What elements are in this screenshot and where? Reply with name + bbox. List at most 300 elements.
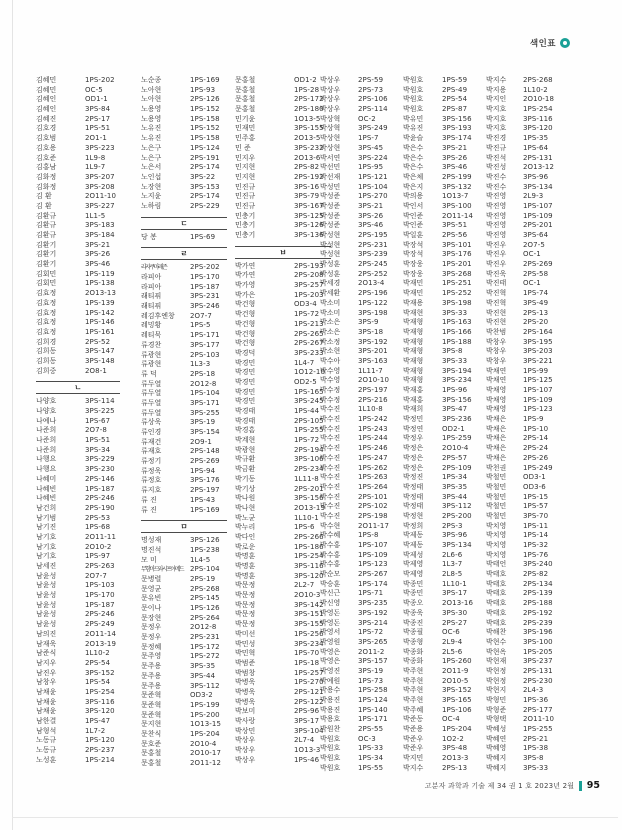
index-entry: [320, 619, 396, 629]
abstract-code: 3PS-198: [358, 308, 388, 317]
index-entry: [486, 124, 562, 134]
author-name: 박미선: [235, 629, 256, 638]
index-entry: [36, 76, 120, 86]
abstract-code: 1PS-246: [358, 444, 388, 453]
index-entry: [486, 444, 562, 454]
index-entry: [403, 376, 480, 386]
abstract-code: 1L7-2: [85, 726, 106, 735]
index-entry: [486, 405, 562, 415]
author-name: 남창우: [36, 678, 57, 687]
abstract-code: OD2-5: [294, 377, 317, 386]
index-entry: [486, 434, 562, 444]
author-name: 박진수: [486, 172, 507, 181]
index-entry: [235, 271, 331, 281]
abstract-code: 3PS-167: [294, 201, 324, 210]
author-name: 박정은: [403, 453, 424, 462]
abstract-code: 1PS-36: [523, 696, 549, 704]
index-entry: [403, 299, 480, 309]
index-entry: [320, 512, 396, 522]
index-entry: [320, 657, 396, 667]
abstract-code: 1L3-3: [190, 360, 211, 369]
author-name: 박주혜: [403, 705, 424, 714]
abstract-code: 1PS-263: [358, 473, 388, 482]
abstract-code: 2L5-6: [442, 647, 463, 656]
author-name: 박정진: [403, 473, 424, 482]
author-name: 박장웅: [403, 269, 424, 278]
abstract-code: 3PS-194: [442, 366, 472, 375]
author-name: 박정희: [403, 521, 424, 530]
author-name: 박성현: [320, 231, 341, 239]
abstract-code: 1PS-214: [85, 755, 115, 764]
abstract-code: 2PS-103: [190, 350, 220, 359]
index-entry: [141, 672, 227, 682]
author-name: 라피아: [141, 273, 162, 281]
index-entry: [141, 263, 227, 273]
author-name: 박보미: [235, 707, 256, 716]
index-entry: [320, 299, 396, 309]
author-name: 노순종: [141, 76, 162, 84]
author-name: 박장웅: [403, 260, 424, 269]
abstract-code: 1PS-46: [294, 755, 320, 764]
section-divider: [141, 217, 227, 230]
author-name: 김 환: [36, 192, 52, 201]
index-entry: [486, 483, 562, 493]
author-name: 박계현: [235, 436, 256, 445]
abstract-code: 1PS-109: [523, 395, 553, 404]
index-entry: [141, 662, 227, 672]
abstract-code: 2PS-3: [442, 521, 463, 530]
author-name: 박윤슬: [403, 134, 424, 143]
index-entry: [235, 124, 331, 134]
index-entry: [36, 514, 120, 524]
author-name: 박상민: [235, 726, 256, 735]
abstract-code: 2PS-249: [85, 620, 115, 629]
author-name: 박수영: [320, 366, 341, 375]
author-name: 박명훈: [235, 552, 256, 561]
index-entry: [403, 347, 480, 357]
index-entry: [320, 725, 396, 735]
author-name: 박범준: [235, 658, 256, 667]
abstract-code: 2L2-7: [294, 581, 315, 590]
index-column: [486, 76, 562, 774]
index-entry: [36, 630, 120, 640]
index-entry: [403, 628, 480, 638]
author-name: 남한결: [36, 717, 57, 725]
abstract-code: 1PS-257: [294, 668, 324, 677]
index-entry: [403, 541, 480, 551]
author-name: 박지인: [486, 95, 507, 104]
author-name: 명진석: [141, 545, 162, 554]
abstract-code: 2O13-19: [85, 639, 117, 648]
abstract-code: 2PS-246: [85, 494, 115, 503]
abstract-code: 2L4-3: [523, 686, 544, 695]
author-name: 문준혁: [141, 691, 162, 700]
index-entry: [486, 95, 562, 105]
abstract-code: 3PS-33: [442, 356, 468, 365]
abstract-code: 1PS-95: [358, 163, 384, 172]
index-entry: [235, 262, 331, 272]
section-divider: [141, 520, 227, 533]
abstract-code: 1PS-122: [358, 298, 388, 307]
abstract-code: 2PS-180: [294, 105, 324, 114]
author-name: 남기호: [36, 552, 57, 561]
index-entry: [36, 756, 120, 766]
author-name: 박승훈: [320, 579, 341, 588]
author-name: 박진혁: [486, 298, 507, 307]
author-name: 박다인: [235, 532, 256, 541]
abstract-code: 2O13-12: [523, 163, 555, 172]
abstract-code: 2O7-8: [85, 426, 107, 435]
index-entry: [403, 318, 480, 328]
author-name: 박순모: [320, 570, 341, 579]
index-entry: [36, 270, 120, 280]
index-entry: [235, 95, 331, 105]
author-name: 김혜민: [36, 85, 57, 94]
abstract-code: OD3-2: [190, 691, 213, 700]
journal-title: 고분자 과학과 기술 제 34 권 1 호 2023년 2월: [424, 781, 575, 790]
author-name: 박병욱: [235, 678, 256, 687]
author-name: 문주용: [141, 681, 162, 690]
index-entry: [141, 575, 227, 585]
author-name: 박경덕: [235, 348, 256, 357]
abstract-code: 3PS-134: [523, 182, 553, 191]
section-letter: ㄷ: [141, 218, 227, 230]
abstract-code: 2O11-2: [358, 647, 385, 656]
abstract-code: 1PS-8: [358, 531, 379, 540]
index-entry: [235, 86, 331, 96]
abstract-code: 3PS-33: [442, 308, 468, 317]
abstract-code: 1PS-107: [358, 541, 388, 549]
index-entry: [36, 601, 120, 611]
index-entry: [403, 599, 480, 609]
index-entry: [486, 202, 562, 212]
author-name: 박혜영: [486, 744, 507, 753]
author-name: 민지현: [235, 163, 256, 172]
author-name: 박태호: [486, 579, 507, 588]
index-column: [235, 76, 331, 765]
abstract-code: 2PS-58: [523, 269, 549, 278]
index-entry: [486, 76, 562, 86]
abstract-code: 3PS-174: [442, 134, 472, 143]
author-name: 박가은: [235, 290, 256, 299]
index-entry: [403, 522, 480, 532]
index-entry: [235, 736, 331, 746]
abstract-code: 3PS-120: [85, 707, 115, 716]
index-entry: [141, 720, 227, 730]
author-name: 남기범: [36, 513, 57, 522]
author-name: 김효정: [36, 298, 57, 307]
abstract-code: 1PS-99: [523, 366, 549, 375]
author-name: 노아현: [141, 95, 162, 104]
index-column: [141, 76, 227, 769]
abstract-code: 3PS-192: [358, 608, 388, 617]
index-entry: [235, 494, 331, 504]
abstract-code: 3PS-84: [85, 105, 111, 114]
author-name: 노용영: [141, 105, 162, 114]
author-name: 박진영: [486, 211, 507, 220]
abstract-code: 3PS-176: [190, 476, 220, 485]
author-name: 문유빈: [141, 594, 162, 603]
abstract-code: 2O10-4: [442, 444, 469, 453]
abstract-code: OC-3: [358, 734, 376, 743]
author-name: 박수영: [320, 376, 341, 385]
index-entry: [403, 202, 480, 212]
author-name: 박영진: [320, 666, 341, 675]
author-name: 박태호: [486, 608, 507, 617]
abstract-code: 1L10-2: [523, 85, 548, 94]
abstract-code: 3PS-21: [85, 240, 111, 249]
abstract-code: 1PS-205: [523, 647, 553, 656]
author-name: 박수진: [320, 424, 341, 433]
index-entry: [403, 309, 480, 319]
author-name: 민기윤: [235, 114, 256, 123]
author-name: 류 진: [141, 495, 157, 504]
author-name: 김희동: [36, 347, 57, 356]
index-entry: [320, 638, 396, 648]
author-name: 박수진: [320, 444, 341, 453]
author-name: 박건형: [235, 300, 256, 309]
abstract-code: 1PS-170: [190, 273, 220, 281]
abstract-code: 1L10-2: [85, 649, 110, 658]
author-name: 박명훈: [235, 562, 256, 570]
author-name: 박수진: [320, 415, 341, 424]
abstract-code: 2O13-19: [294, 503, 326, 512]
author-name: 박원호: [320, 734, 341, 743]
author-name: 문준혁: [141, 700, 162, 709]
abstract-code: 1O2-2: [442, 734, 464, 743]
abstract-code: 1O13-7: [442, 192, 469, 201]
author-name: 박주현: [403, 696, 424, 704]
abstract-code: 1PS-187: [85, 484, 115, 493]
index-entry: [235, 640, 331, 650]
author-name: 문이나: [141, 604, 162, 612]
index-entry: [235, 756, 331, 766]
author-name: 박영돈: [320, 618, 341, 627]
index-entry: [320, 434, 396, 444]
index-entry: [403, 396, 480, 406]
abstract-code: 2PS-148: [190, 447, 220, 456]
abstract-code: 3PS-224: [358, 153, 388, 162]
author-name: 박수정: [320, 395, 341, 404]
index-entry: [235, 349, 331, 359]
index-entry: [486, 744, 562, 754]
abstract-code: 2PS-122: [294, 697, 324, 706]
index-entry: [36, 736, 120, 746]
index-entry: [36, 347, 120, 357]
author-name: 당 봉: [141, 232, 157, 241]
index-entry: [235, 173, 331, 183]
index-entry: [486, 560, 562, 570]
author-name: 레티묵: [141, 331, 162, 340]
index-entry: [235, 330, 331, 340]
index-entry: [320, 677, 396, 687]
index-entry: [235, 572, 331, 582]
index-entry: [486, 551, 562, 561]
author-name: 김환기: [36, 240, 57, 249]
abstract-code: 3PS-46: [358, 221, 384, 230]
author-name: 박일훈: [403, 231, 424, 239]
author-name: 김환기: [36, 250, 57, 259]
index-entry: [141, 682, 227, 692]
author-name: 김호경: [36, 124, 57, 133]
abstract-code: 2PS-268: [523, 76, 553, 84]
author-name: 민재민: [235, 124, 256, 133]
abstract-code: 2PS-252: [358, 269, 388, 278]
index-entry: [320, 328, 396, 338]
author-name: 박성준: [320, 192, 341, 201]
abstract-code: 1PS-264: [358, 482, 388, 491]
author-name: 박재형: [403, 327, 424, 336]
author-name: 박채연: [486, 376, 507, 385]
index-entry: [320, 715, 396, 725]
author-name: 민진규: [235, 182, 256, 191]
author-name: 박수진: [320, 405, 341, 414]
author-name: 박지용: [486, 85, 507, 94]
index-entry: [36, 367, 120, 377]
author-name: 남지우: [36, 658, 57, 667]
index-entry: [320, 531, 396, 541]
index-entry: [403, 725, 480, 735]
abstract-code: 1PS-171: [358, 715, 388, 724]
author-name: 나준희: [36, 436, 57, 445]
abstract-code: 2PS-195: [358, 231, 388, 239]
index-entry: [36, 407, 120, 417]
author-name: 노유진: [141, 134, 162, 143]
abstract-code: 1PS-187: [190, 282, 220, 291]
abstract-code: 3PS-17: [442, 589, 468, 598]
index-entry: [141, 95, 227, 105]
abstract-code: 1PS-258: [358, 686, 388, 695]
author-name: 박재현: [403, 308, 424, 317]
abstract-code: 1PS-171: [190, 331, 220, 340]
index-entry: [235, 465, 331, 475]
author-name: 박혜지: [486, 763, 507, 772]
abstract-code: 3PS-134: [442, 541, 472, 549]
index-entry: [320, 86, 396, 96]
abstract-code: 2L7-4: [294, 736, 315, 745]
abstract-code: 2PS-197: [358, 386, 388, 394]
author-name: 박철민: [486, 473, 507, 482]
author-name: 류재호: [141, 447, 162, 456]
index-entry: [235, 688, 331, 698]
author-name: 나행요: [36, 465, 57, 474]
index-entry: [403, 270, 480, 280]
author-name: 박은수: [403, 153, 424, 162]
author-name: 박선민: [320, 163, 341, 172]
abstract-code: 3PS-79: [294, 192, 320, 201]
index-entry: [403, 502, 480, 512]
abstract-code: 3PS-198: [442, 298, 472, 307]
index-entry: [141, 594, 227, 604]
index-entry: [36, 173, 120, 183]
abstract-code: 3PS-225: [85, 407, 115, 415]
abstract-code: 1PS-72: [358, 628, 384, 637]
author-name: 박제동: [403, 531, 424, 540]
abstract-code: 3PS-46: [442, 163, 468, 172]
abstract-code: 1L11-8: [294, 474, 319, 483]
index-entry: [403, 589, 480, 599]
section-letter: ㅂ: [235, 247, 331, 259]
author-name: 박준동: [403, 715, 424, 724]
author-name: 박상혁: [320, 124, 341, 133]
author-name: 박소현: [320, 347, 341, 356]
index-entry: [36, 86, 120, 96]
author-name: 박진성: [486, 163, 507, 172]
abstract-code: 1PS-64: [523, 143, 549, 152]
index-entry: [141, 331, 227, 341]
author-name: 박상우: [235, 746, 256, 755]
section-letter: ㅁ: [141, 521, 227, 533]
abstract-code: 2PS-174: [190, 192, 220, 201]
author-name: 박세경: [320, 279, 341, 288]
author-name: 박태호: [486, 599, 507, 608]
abstract-code: 3PS-47: [442, 405, 468, 414]
author-name: 박경민: [235, 387, 256, 396]
index-entry: [403, 744, 480, 754]
index-entry: [235, 144, 331, 154]
author-name: 박종민: [403, 589, 424, 598]
abstract-code: 1PS-152: [190, 105, 220, 114]
abstract-code: 1PS-121: [358, 172, 388, 181]
author-name: 문호준: [141, 739, 162, 748]
abstract-code: 2PS-145: [190, 594, 220, 603]
abstract-code: 1PS-255: [294, 426, 324, 435]
index-entry: [486, 154, 562, 164]
author-name: 박재형: [403, 366, 424, 375]
index-entry: [141, 76, 227, 86]
author-name: 김환규: [36, 211, 57, 220]
author-name: 류두열: [141, 408, 162, 417]
author-name: 박채영: [486, 405, 507, 414]
author-name: 박건형: [235, 310, 256, 319]
abstract-code: 3PS-231: [190, 292, 220, 301]
abstract-code: 3PS-184: [85, 231, 115, 239]
author-name: 박진우: [486, 240, 507, 249]
author-name: 노용영: [141, 114, 162, 123]
author-name: 남윤성: [36, 571, 57, 580]
abstract-code: 3PS-176: [442, 250, 472, 259]
author-name: 무함마드와시프아메드: [141, 566, 183, 574]
abstract-code: 3PS-70: [523, 511, 549, 520]
abstract-code: 2PS-52: [85, 337, 111, 346]
abstract-code: 2PS-197: [190, 486, 220, 495]
author-name: 김희경: [36, 337, 57, 346]
author-name: 문영균: [141, 584, 162, 593]
author-name: 박종욱: [403, 608, 424, 617]
author-name: 박소은: [320, 327, 341, 336]
index-entry: [36, 241, 120, 251]
author-name: 박수홍: [320, 550, 341, 559]
author-name: 남윤성: [36, 581, 57, 590]
abstract-code: 3PS-207: [85, 172, 115, 181]
abstract-code: 1PS-256: [294, 629, 324, 638]
author-name: 박찬범: [486, 327, 507, 336]
author-name: 박경흠: [235, 426, 256, 435]
index-entry: [403, 434, 480, 444]
author-name: 박현정: [486, 666, 507, 675]
author-name: 박경태: [235, 416, 256, 425]
index-entry: [320, 648, 396, 658]
index-entry: [36, 727, 120, 737]
index-entry: [235, 523, 331, 533]
author-name: 박원찬: [320, 725, 341, 734]
index-entry: [141, 399, 227, 409]
index-entry: [320, 95, 396, 105]
author-name: 박가연: [235, 271, 256, 280]
abstract-code: 3PS-132: [442, 182, 472, 191]
index-entry: [235, 485, 331, 495]
author-name: 박수정: [320, 386, 341, 394]
